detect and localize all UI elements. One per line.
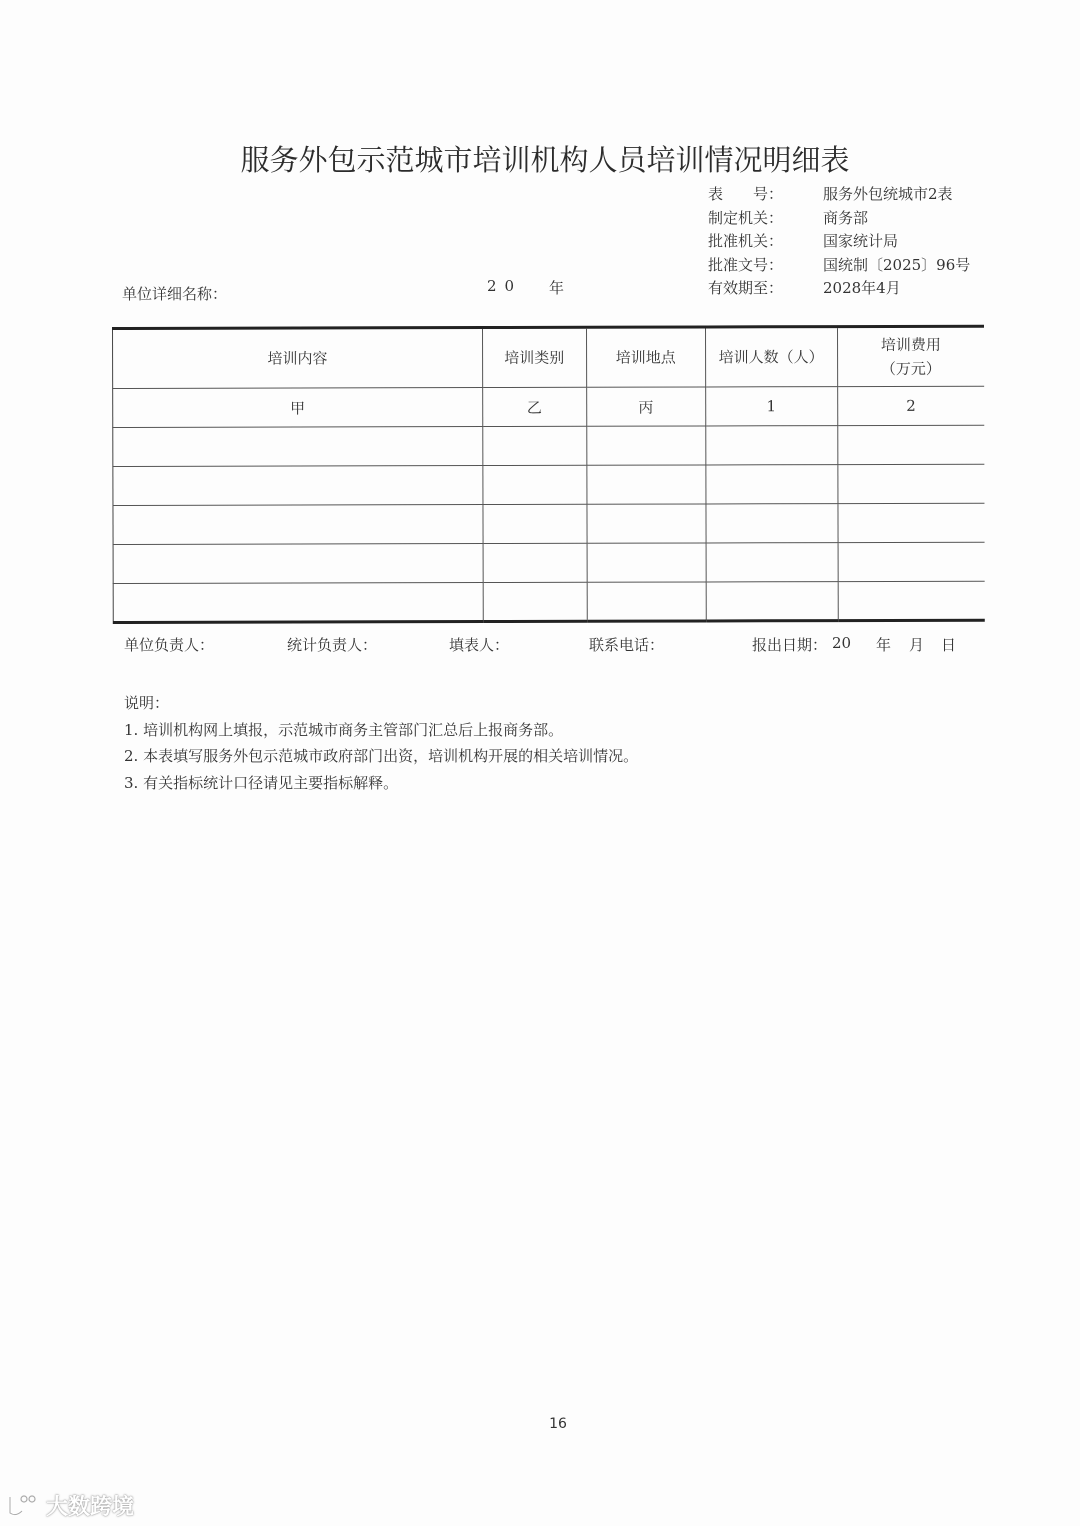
cell[interactable] [838,503,985,542]
cell[interactable] [113,427,483,467]
unit-name-label: 单位详细名称： [122,285,228,303]
cell[interactable] [113,505,483,545]
cell[interactable] [483,504,587,543]
report-date-year-prefix: 20 [832,634,852,652]
unit-head-label: 单位负责人： [124,636,215,654]
cell: 2 [837,386,984,425]
meta-value: 2028年4月 [823,279,901,297]
note-item: 3. 有关指标统计口径请见主要指标解释。 [124,773,399,792]
report-date-label: 报出日期： [752,636,828,654]
header-training-category: 培训类别 [482,327,586,387]
table-header-row [113,326,985,388]
meta-value: 商务部 [823,208,869,227]
year-prefix: 20 [487,277,523,295]
cell[interactable] [706,504,838,543]
notes-section [124,690,638,796]
meta-value: 国家统计局 [823,232,899,250]
document-title: 服务外包示范城市培训机构人员培训情况明细表 [240,143,850,177]
meta-key: 有效期至： [708,279,784,297]
code-row [113,386,985,427]
cell[interactable] [587,543,706,582]
header-training-location: 培训地点 [586,327,705,387]
cell: 乙 [482,387,586,426]
cell[interactable] [483,543,587,582]
meta-value: 服务外包统城市2表 [823,185,953,203]
page-number: 16 [549,1416,567,1432]
training-detail-table [112,325,985,624]
header-training-fee [837,326,984,386]
cell[interactable] [113,583,483,623]
cell[interactable] [705,426,837,465]
cell[interactable] [706,582,838,621]
report-date-month-unit: 月 [909,636,925,654]
cell: 丙 [586,387,705,426]
meta-approving-authority [708,230,970,254]
cell[interactable] [483,465,587,504]
meta-approval-number [708,254,970,278]
filler-label: 填表人： [449,636,510,654]
header-fee-line1: 培训费用 [880,335,941,354]
cell[interactable] [587,465,706,504]
watermark [6,1490,134,1521]
meta-valid-until [708,277,970,301]
header-fee-line2: （万元） [880,359,941,378]
meta-issuing-authority [708,207,970,231]
notes-heading: 说明： [124,694,170,712]
cell: 1 [705,387,837,426]
cell[interactable] [838,581,985,620]
meta-value: 国统制〔2025〕96号 [823,255,971,274]
header-training-content: 培训内容 [113,328,483,389]
form-meta [708,183,970,301]
meta-key: 批准机关： [708,232,784,250]
cell[interactable] [113,466,483,506]
cell: 甲 [113,388,483,428]
table-row [113,425,985,466]
meta-key: 表 号： [708,185,784,203]
cell[interactable] [587,582,706,621]
table-row [113,542,985,583]
cell[interactable] [587,504,706,543]
watermark-text: 大数跨境 [46,1495,135,1520]
stats-head-label: 统计负责人： [287,636,378,654]
phone-label: 联系电话： [589,636,665,654]
cell[interactable] [586,426,705,465]
meta-form-number [708,183,970,207]
note-item: 2. 本表填写服务外包示范城市政府部门出资，培训机构开展的相关培训情况。 [124,747,639,765]
cell[interactable] [706,543,838,582]
cell[interactable] [837,464,984,503]
table-row [113,464,985,505]
meta-key: 制定机关： [708,208,784,227]
report-date-day-unit: 日 [941,636,957,654]
cell[interactable] [837,425,984,464]
table-row [113,581,985,622]
report-date-year-unit: 年 [876,636,892,654]
cell[interactable] [705,465,837,504]
note-item: 1. 培训机构网上填报，示范城市商务主管部门汇总后上报商务部。 [124,720,564,739]
cell[interactable] [483,426,587,465]
cell[interactable] [483,582,587,621]
header-trainee-count: 培训人数（人） [705,327,837,387]
year-unit: 年 [549,279,565,297]
cell[interactable] [838,542,985,581]
watermark-logo-icon [6,1493,42,1519]
cell[interactable] [113,544,483,584]
table-row [113,503,985,544]
meta-key: 批准文号： [708,255,784,274]
